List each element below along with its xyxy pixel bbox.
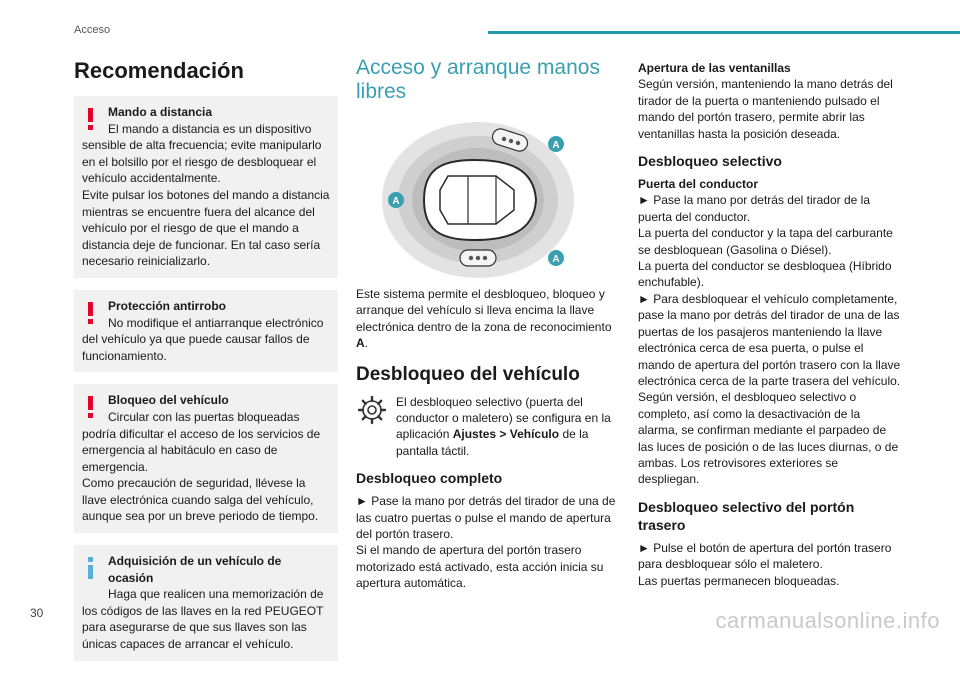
hands-free-intro: Este sistema permite el desbloqueo, bloqueo y arranque del vehículo si lleva encima la llave electrónica dentro de la zona de reconocimiento A. [356,287,612,351]
confirmation-note: Según versión, el desbloqueo selectivo o completo, así como la desactivación de la alarma, se confirman mediante el parpadeo de las luces de posición o de las luces diurnas, o de ambas. Los retrovisores exteriores se despliegan. [638,390,899,487]
box-text: sensible de alta frecuencia; evite manipularlo en el bolsillo por el riesgo de desbloquear el vehículo accidentalmente. [82,138,322,186]
settings-gear-icon [356,394,388,426]
unlock-title: Desbloqueo del vehículo [356,363,580,385]
windows-text: Según versión, manteniendo la mano detrás del tirador de la puerta o manteniendo pulsado el mando del portón trasero, permite abrir las ventanillas hasta la posición deseada. [638,77,893,141]
tailgate-unlock-step: ► Pulse el botón de apertura del portón trasero para desbloquear sólo el maletero. [638,540,892,572]
car-recognition-zone-illustration [374,118,574,278]
key-fob-icon-bottom [460,250,496,266]
box-text: los códigos de las llaves en la red PEUGEOT para asegurarse de que sus llaves son las únicas capaces de arrancar el vehículo. [82,603,324,652]
warning-exclamation-icon [88,302,93,324]
section-header: Acceso [74,24,111,36]
box-title: Adquisición de un vehículo de ocasión [108,554,282,585]
box-title: Protección antirrobo [108,298,227,313]
zone-label: A [552,254,560,265]
recommendations-title: Recomendación [74,58,244,83]
zone-label: A [392,196,400,207]
box-text-first: Circular con las puertas bloqueadas [108,409,300,424]
column-selective-unlock [638,60,902,589]
warning-box-locking [74,384,338,533]
car-outline [424,160,536,240]
box-text-extra: Como precaución de seguridad, llévese la llave electrónica cuando salga del vehículo, aunque sea por un breve periodo de tiempo. [82,476,319,524]
warning-exclamation-icon [88,108,93,130]
column-hands-free [356,52,618,592]
warning-exclamation-icon [88,396,93,418]
box-text-first: El mando a distancia es un dispositivo [108,121,312,136]
page-number: 30 [30,606,44,620]
full-unlock-step: ► Pase la mano por detrás del tirador de una de las cuatro puertas o pulse el mando de apertura del portón trasero. [356,494,616,542]
warning-box-antitheft [74,290,338,372]
zone-marker-a-bottom [548,250,564,266]
box-title: Mando a distancia [108,105,213,119]
unlock-config-text: El desbloqueo selectivo (puerta del conductor o maletero) se configura en la aplicación Ajustes > Vehículo de la pantalla táctil. [396,394,611,458]
box-text: podría dificultar el acceso de los servicios de emergencia al habitáculo en caso de emergencia. [82,426,321,474]
tailgate-unlock-title: Desbloqueo selectivo del portón trasero [638,498,855,533]
windows-title: Apertura de las ventanillas [638,61,791,75]
box-text-first: Haga que realicen una memorización de [108,587,324,602]
box-text-first: No modifique el antiarranque electrónico [108,315,324,330]
box-text-extra: Evite pulsar los botones del mando a distancia mientras se encuentre fuera del alcance del vehículo por el riesgo de que el mando a distancia deje de funcionar. En tal caso sería necesario reinicializarlo. [82,187,330,269]
driver-door-note-fuel: La puerta del conductor y la tapa del carburante se desbloquean (Gasolina o Diésel). [638,226,893,257]
selective-unlock-title: Desbloqueo selectivo [638,153,782,170]
driver-door-step: ► Pase la mano por detrás del tirador de la puerta del conductor. [638,193,871,224]
zone-marker-a-left [388,192,404,208]
driver-door-title: Puerta del conductor [638,177,759,192]
header-accent-bar [488,31,960,34]
watermark: carmanualsonline.info [715,608,940,633]
column-recommendations [74,52,338,673]
info-icon [88,557,93,579]
full-unlock-title: Desbloqueo completo [356,470,503,487]
zone-marker-a-top [548,136,564,152]
zone-label: A [552,140,560,151]
unlock-settings-row [356,394,618,460]
warning-box-remote [74,96,338,278]
box-text: del vehículo ya que puede causar fallos de funcionamiento. [82,332,310,363]
tailgate-unlock-note: Las puertas permanecen bloqueadas. [638,573,840,588]
full-unlock-note: Si el mando de apertura del portón trasero motorizado está activado, esta acción inicia su apertura automática. [356,543,604,591]
driver-door-note-hybrid: La puerta del conductor se desbloquea (Híbrido enchufable). [638,259,892,290]
info-box-used-vehicle [74,545,338,661]
full-unlock-step-passenger: ► Para desbloquear el vehículo completamente, pase la mano por detrás del tirador de una de las puertas de los pasajeros manteniendo la llave electrónica cerca de esa puerta, o pulse el mando de apertura del portón trasero con la llave electrónica cerca de la parte trasera del vehículo. [638,291,901,388]
box-title: Bloqueo del vehículo [108,393,229,408]
hands-free-title: Acceso y arranque manos libres [356,56,600,103]
